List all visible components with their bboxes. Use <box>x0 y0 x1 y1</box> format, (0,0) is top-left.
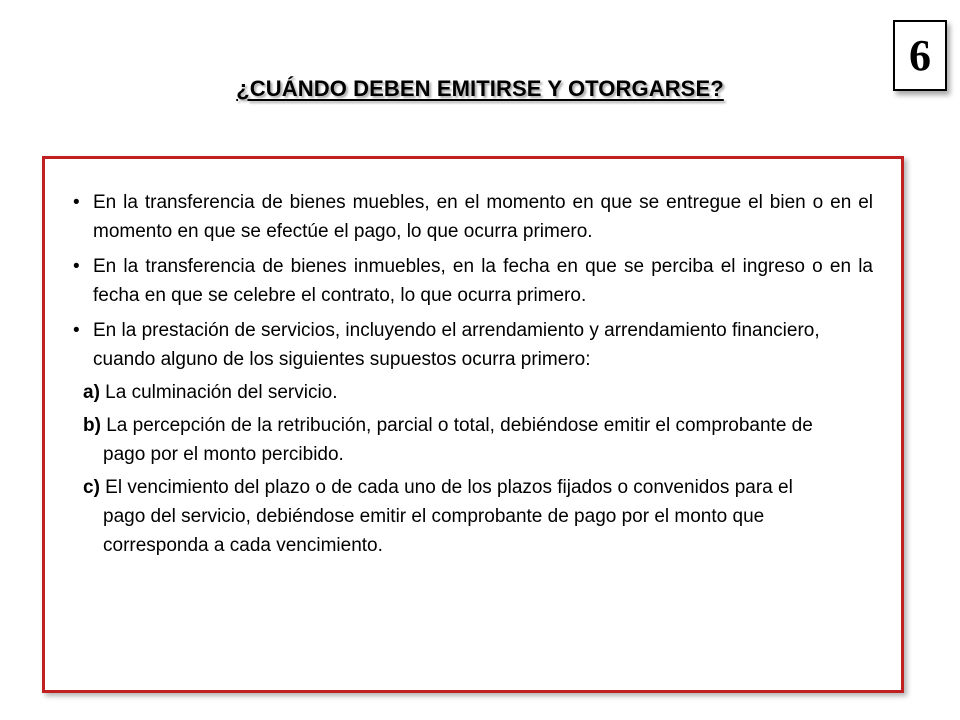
sub-item <box>83 473 827 560</box>
bullet-text: En la prestación de servicios, incluyendo el arrendamiento y arrendamiento financiero, cuando alguno de los siguientes supuestos ocurra primero: <box>93 320 820 370</box>
bullet-text: En la transferencia de bienes muebles, en el momento en que se entregue el bien o en el momento en que se efectúe el pago, lo que ocurra primero. <box>93 192 873 242</box>
bullet-item <box>73 188 873 246</box>
bullet-dot-icon: • <box>73 192 80 213</box>
bullet-dot-icon: • <box>73 320 80 341</box>
bullet-dot-icon: • <box>73 256 80 277</box>
slide-title: ¿CUÁNDO DEBEN EMITIRSE Y OTORGARSE? <box>236 76 724 101</box>
sub-item-text: La culminación del servicio. <box>99 382 338 403</box>
sub-item <box>83 378 827 407</box>
sub-item-text: El vencimiento del plazo o de cada uno de los plazos fijados o convenidos para el pago del servicio, debiéndose emitir el comprobante de pago por el monto que corresponda a cada vencimiento. <box>99 477 793 556</box>
bullet-text: En la transferencia de bienes inmuebles, en la fecha en que se perciba el ingreso o en la fecha en que se celebre el contrato, lo que ocurra primero. <box>93 256 873 306</box>
bullet-item <box>73 252 873 310</box>
sub-list <box>83 378 827 560</box>
sub-item-text: La percepción de la retribución, parcial o total, debiéndose emitir el comprobante de pago por el monto percibido. <box>100 415 813 465</box>
bullet-item <box>73 316 873 560</box>
sub-item-marker: a) <box>83 382 100 403</box>
page-number: 6 <box>909 30 931 80</box>
bullet-list <box>73 188 873 566</box>
sub-item-marker: b) <box>83 415 101 436</box>
sub-item-marker: c) <box>83 477 100 498</box>
content-box <box>42 156 904 693</box>
sub-item <box>83 411 827 469</box>
